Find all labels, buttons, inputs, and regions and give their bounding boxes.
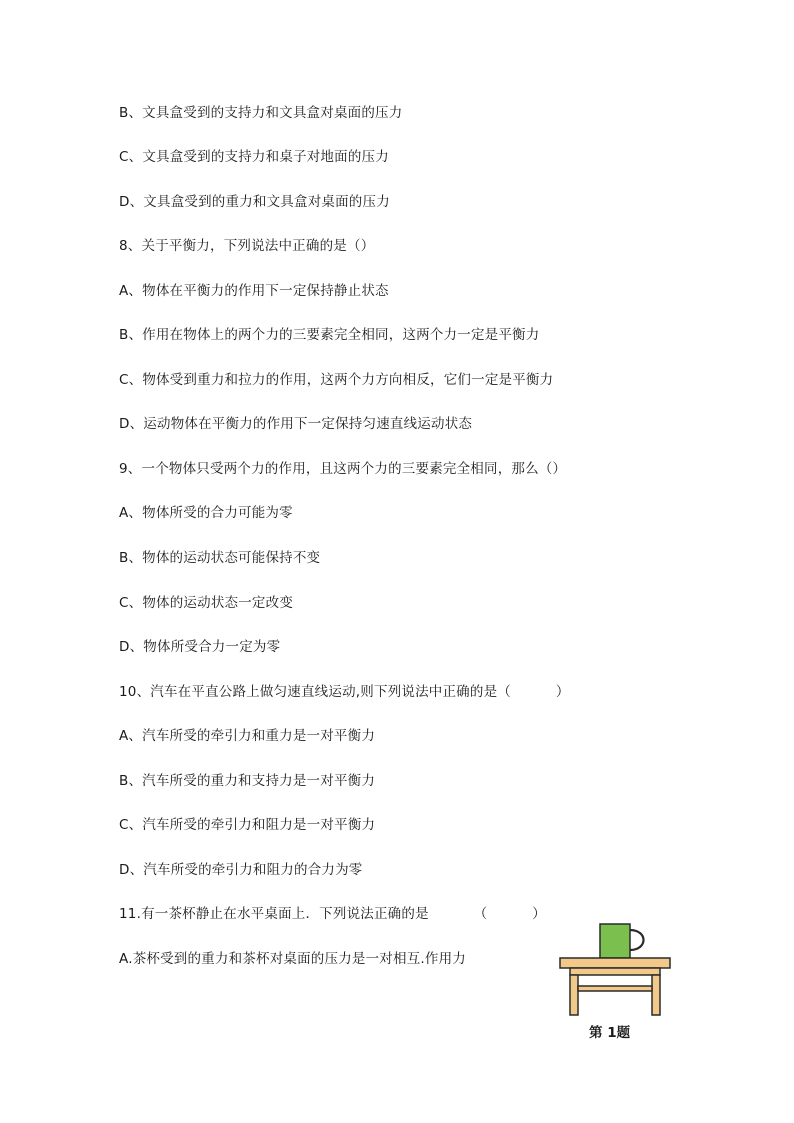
q8-stem: 8、关于平衡力，下列说法中正确的是（） xyxy=(119,238,375,254)
q8-option-c: C、物体受到重力和拉力的作用，这两个力方向相反，它们一定是平衡力 xyxy=(119,372,554,388)
cup-body xyxy=(600,924,630,958)
q9-option-b: B、物体的运动状态可能保持不变 xyxy=(119,550,321,566)
q8-option-a: A、物体在平衡力的作用下一定保持静止状态 xyxy=(119,283,389,299)
table-leg-left xyxy=(570,975,578,1015)
q7-option-b: B、文具盒受到的支持力和文具盒对桌面的压力 xyxy=(119,105,403,121)
q8-option-d: D、运动物体在平衡力的作用下一定保持匀速直线运动状态 xyxy=(119,416,473,432)
table-leg-right xyxy=(652,975,660,1015)
q10-option-d: D、汽车所受的牵引力和阻力的合力为零 xyxy=(119,862,363,878)
q7-option-d: D、文具盒受到的重力和文具盒对桌面的压力 xyxy=(119,194,390,210)
q9-option-d: D、物体所受合力一定为零 xyxy=(119,639,281,655)
q11-option-a: A.茶杯受到的重力和茶杯对桌面的压力是一对相互.作用力 xyxy=(119,951,466,967)
q7-option-c: C、文具盒受到的支持力和桌子对地面的压力 xyxy=(119,149,389,165)
q10-stem: 10、汽车在平直公路上做匀速直线运动,则下列说法中正确的是（ ） xyxy=(119,684,570,700)
table-stretcher xyxy=(578,986,652,991)
table-top xyxy=(560,958,670,968)
q9-option-c: C、物体的运动状态一定改变 xyxy=(119,595,294,611)
figure-caption: 第 1题 xyxy=(589,1025,631,1041)
table-cup-illustration xyxy=(556,920,678,1020)
table-with-cup-figure xyxy=(556,920,678,1020)
q9-option-a: A、物体所受的合力可能为零 xyxy=(119,505,293,521)
q10-option-c: C、汽车所受的牵引力和阻力是一对平衡力 xyxy=(119,817,376,833)
q9-stem: 9、一个物体只受两个力的作用，且这两个力的三要素完全相同，那么（） xyxy=(119,461,567,477)
q10-option-a: A、汽车所受的牵引力和重力是一对平衡力 xyxy=(119,728,376,744)
table-apron xyxy=(570,968,660,975)
q10-option-b: B、汽车所受的重力和支持力是一对平衡力 xyxy=(119,773,376,789)
cup-handle xyxy=(630,930,644,950)
q11-stem: 11.有一茶杯静止在水平桌面上．下列说法正确的是 （ ） xyxy=(119,906,546,922)
q8-option-b: B、作用在物体上的两个力的三要素完全相同，这两个力一定是平衡力 xyxy=(119,327,540,343)
